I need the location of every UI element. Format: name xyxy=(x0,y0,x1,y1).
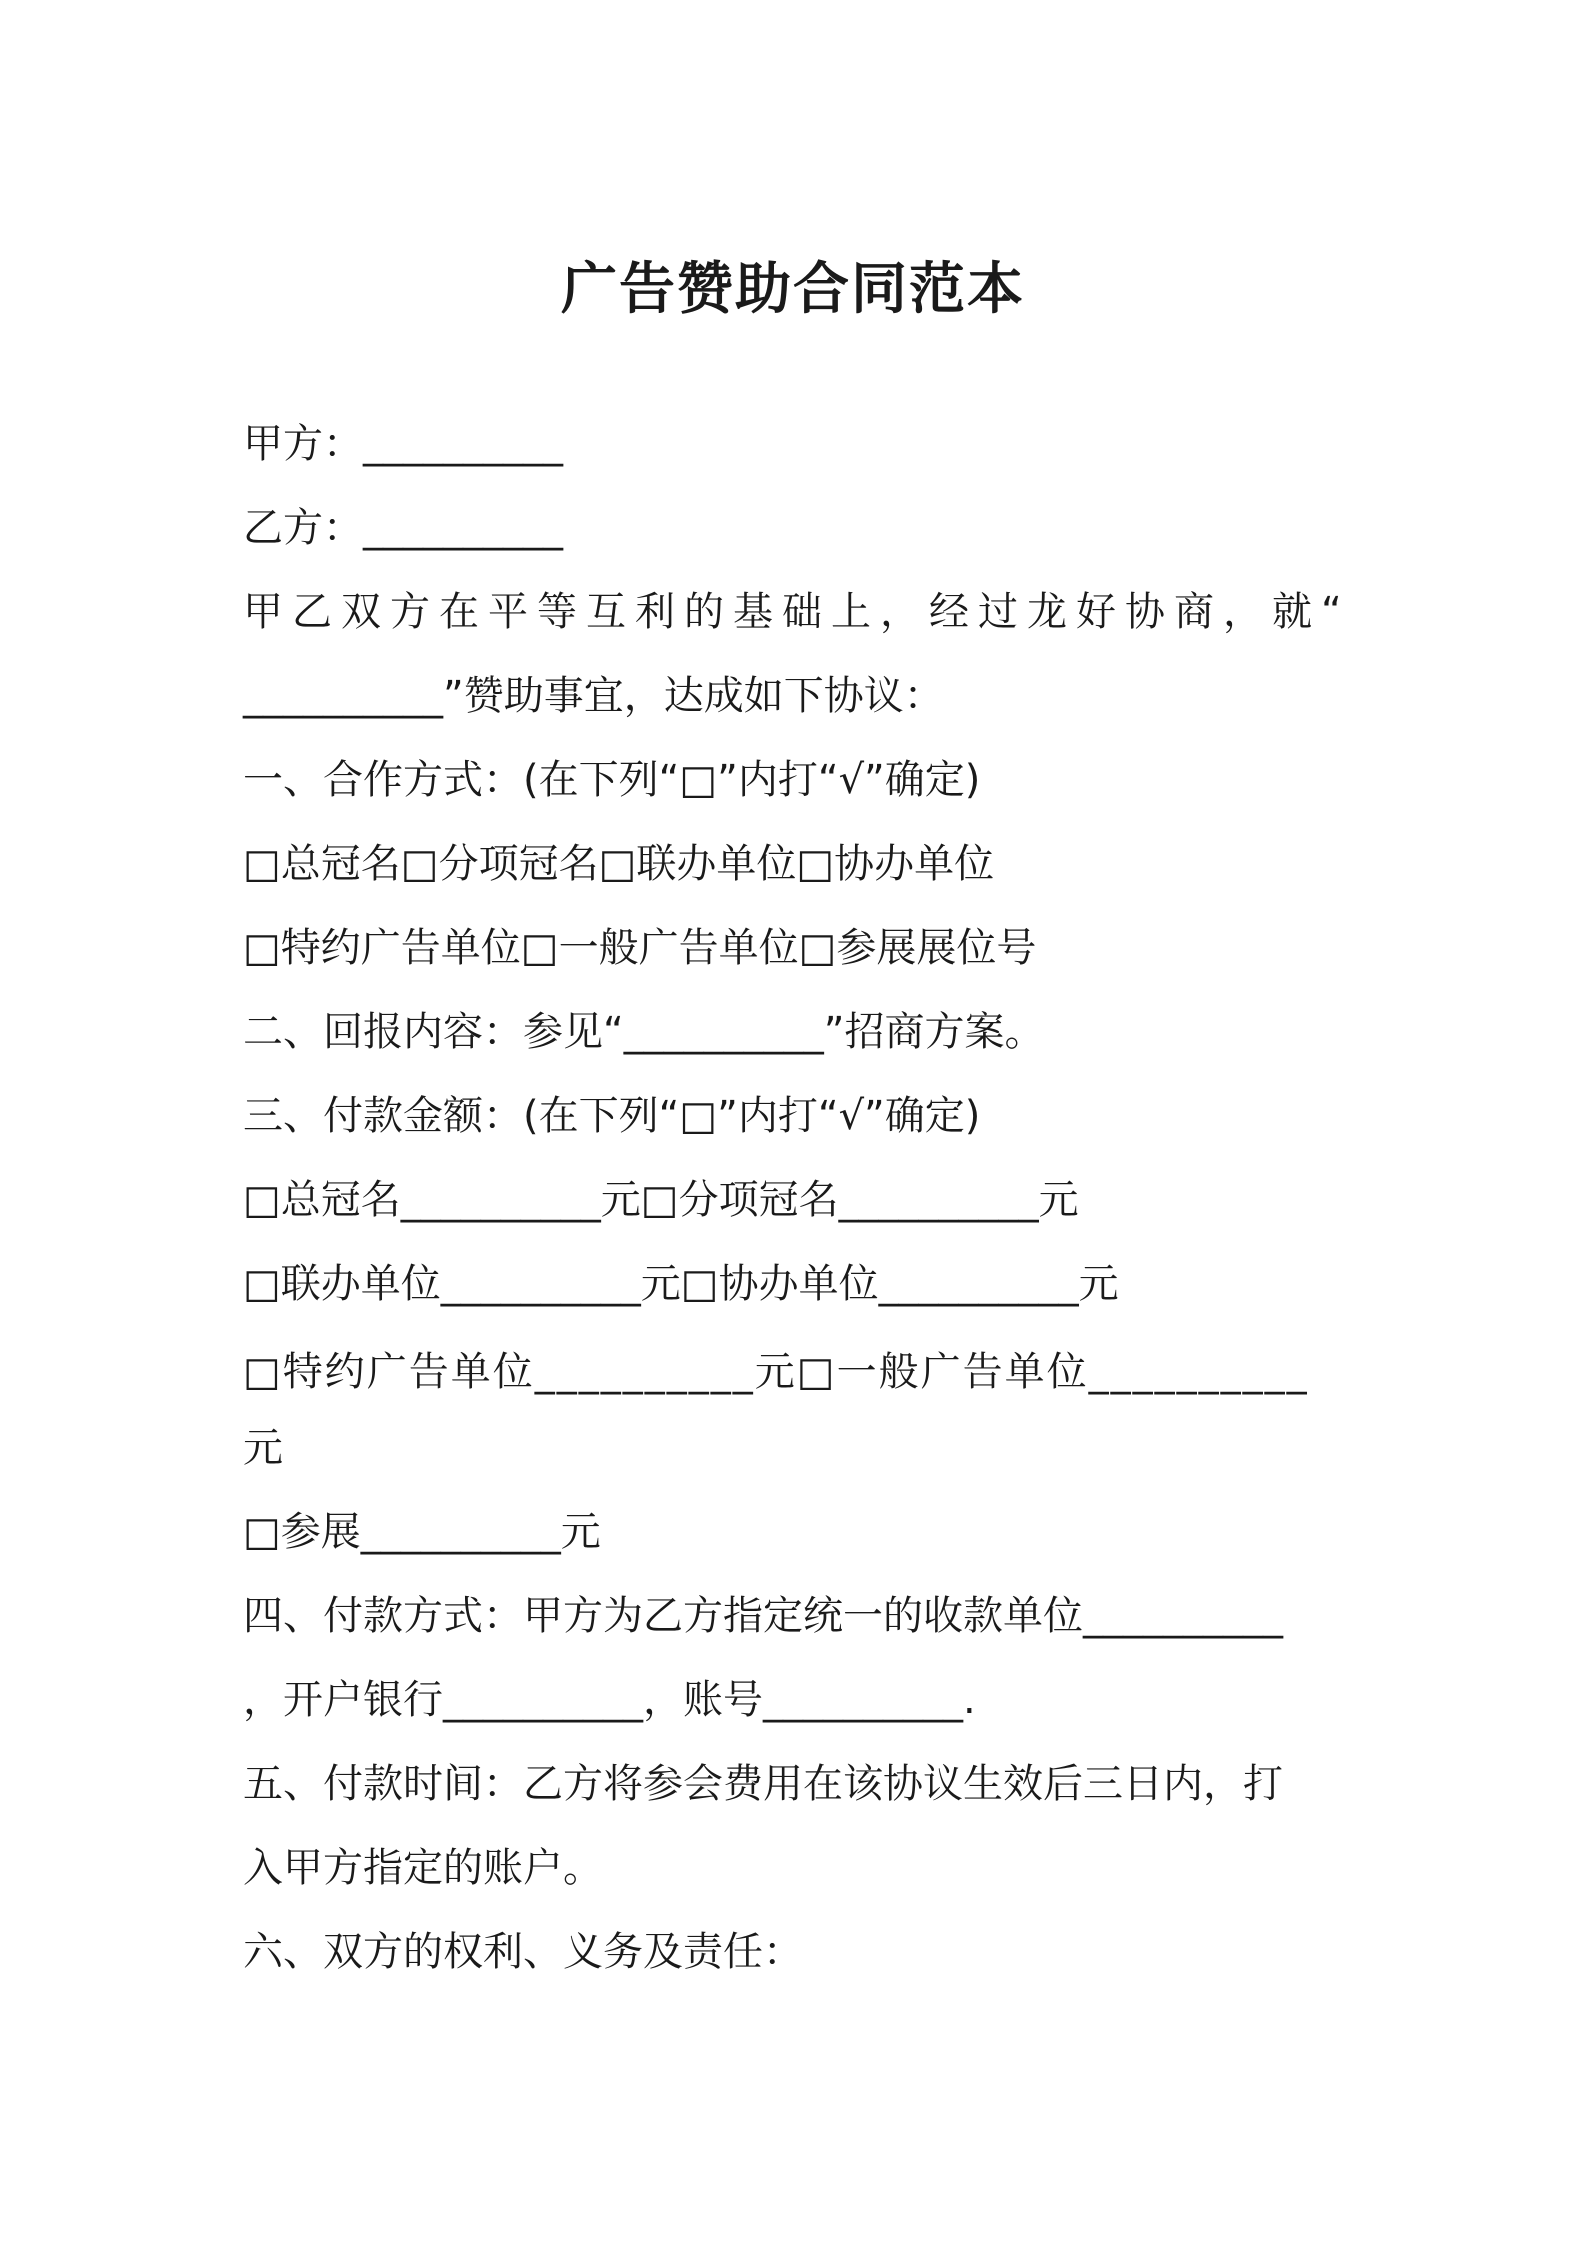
payment-amount-line-3-cont: 元 xyxy=(243,1425,283,1471)
section-3-heading: 三、付款金额：(在下列“□”内打“√”确定) xyxy=(243,1093,981,1139)
payment-amount-line-3: □特约广告单位__________元□一般广告单位__________ xyxy=(243,1349,1309,1395)
party-b-line: 乙方：__________ xyxy=(243,505,563,551)
section-2-line: 二、回报内容：参见“__________”招商方案。 xyxy=(243,1009,1045,1055)
section-1-heading: 一、合作方式：(在下列“□”内打“√”确定) xyxy=(243,757,981,803)
payment-amount-line-1: □总冠名__________元□分项冠名__________元 xyxy=(243,1177,1079,1223)
payment-amount-line-2: □联办单位__________元□协办单位__________元 xyxy=(243,1261,1119,1307)
section-5-line-2: 入甲方指定的账户。 xyxy=(243,1845,603,1891)
cooperation-options-line-2: □特约广告单位□一般广告单位□参展展位号 xyxy=(243,925,1037,971)
section-4-line-1: 四、付款方式：甲方为乙方指定统一的收款单位__________ xyxy=(243,1593,1283,1639)
section-5-line-1: 五、付款时间：乙方将参会费用在该协议生效后三日内，打 xyxy=(243,1761,1283,1807)
preamble-line-1: 甲乙双方在平等互利的基础上，经过龙好协商，就“ xyxy=(243,589,1351,635)
section-4-line-2: ，开户银行__________，账号__________. xyxy=(243,1677,976,1723)
party-a-line: 甲方：__________ xyxy=(243,421,563,467)
payment-amount-line-4: □参展__________元 xyxy=(243,1509,601,1555)
preamble-line-2: __________”赞助事宜，达成如下协议： xyxy=(243,673,944,719)
document-title: 广告赞助合同范本 xyxy=(561,257,1025,322)
section-6-heading: 六、双方的权利、义务及责任： xyxy=(243,1929,803,1975)
cooperation-options-line-1: □总冠名□分项冠名□联办单位□协办单位 xyxy=(243,841,995,887)
